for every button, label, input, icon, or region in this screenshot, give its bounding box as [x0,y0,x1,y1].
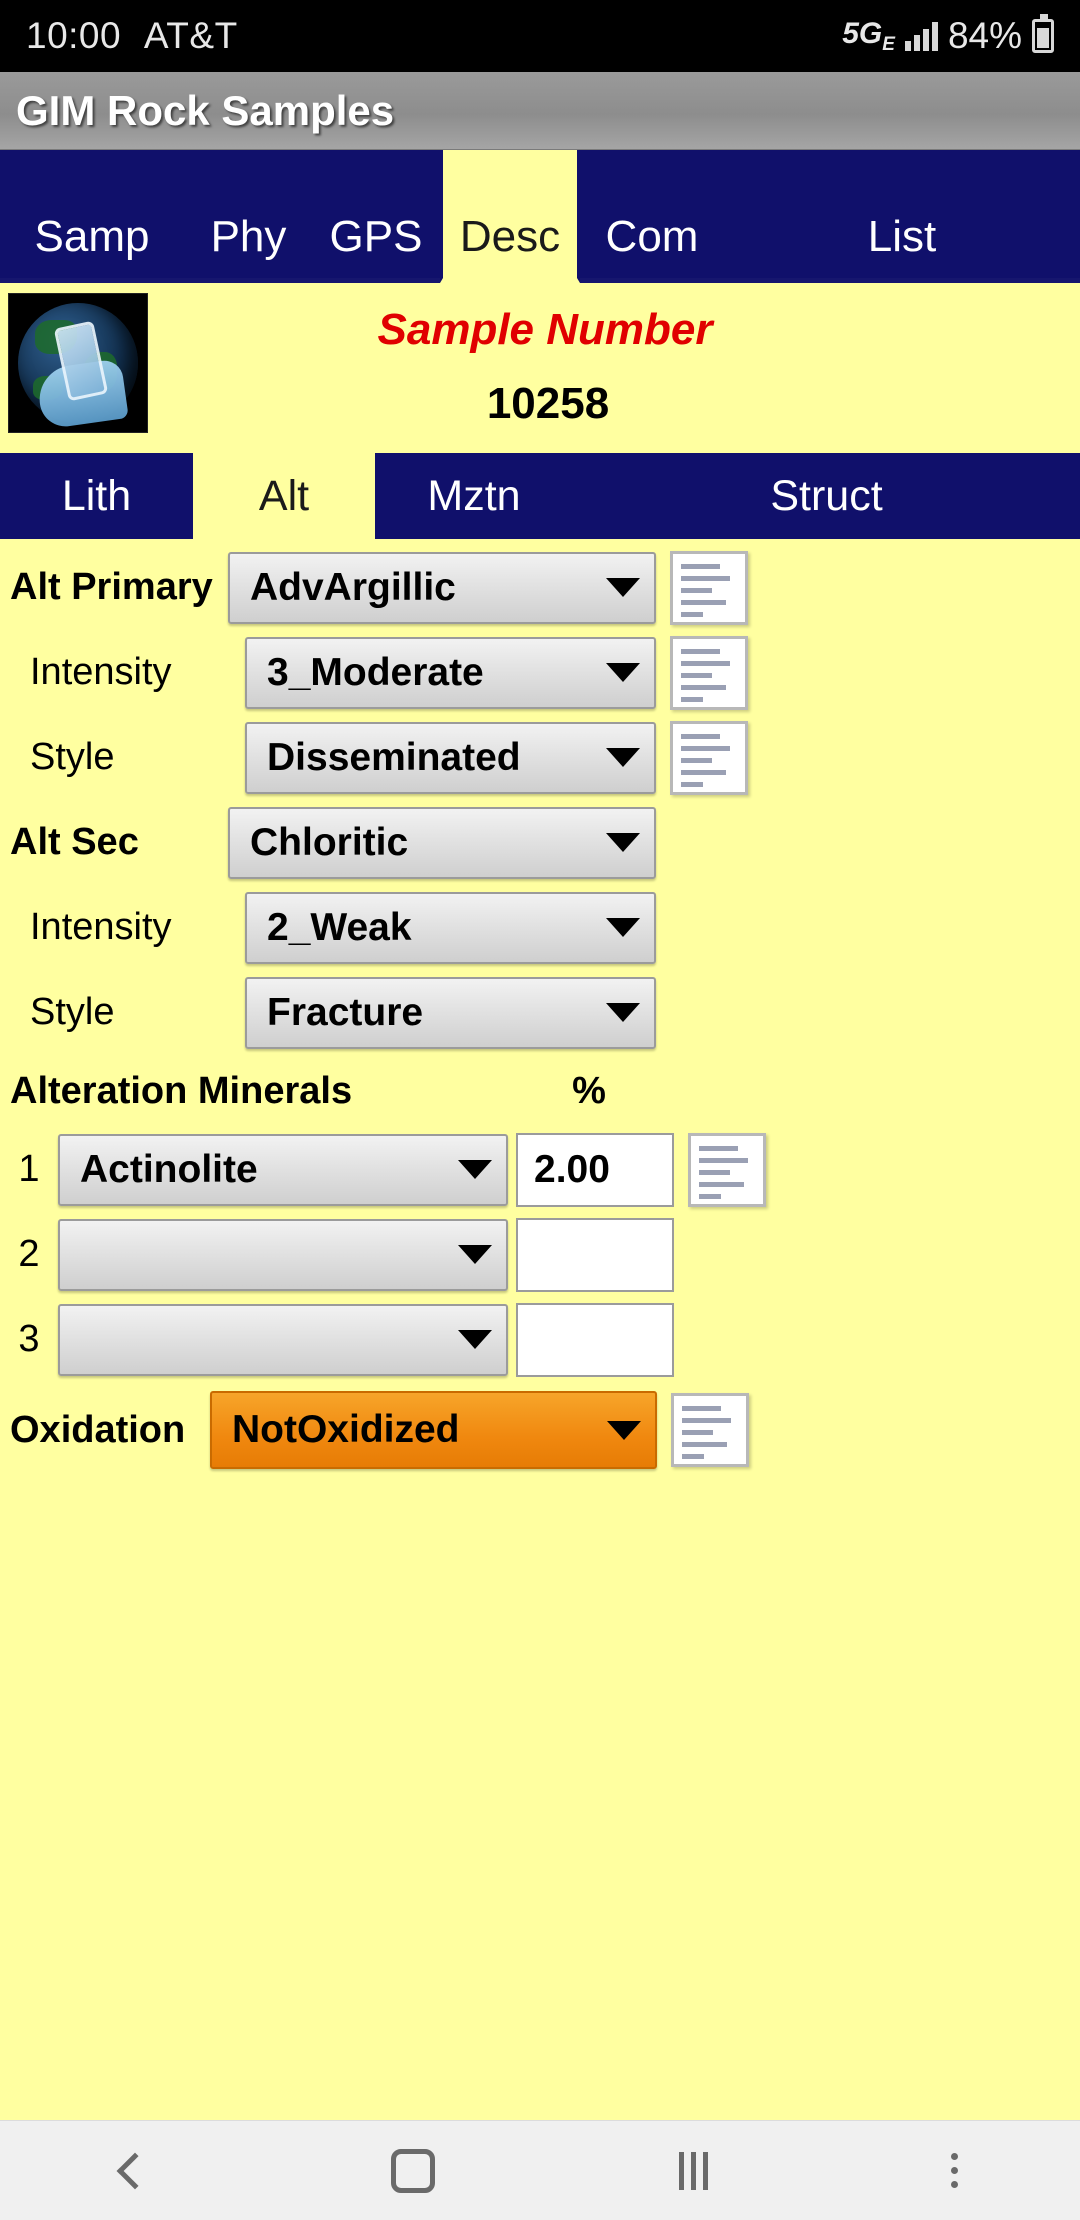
alteration-form [0,539,1080,2120]
select-alt-sec-style[interactable] [245,977,656,1049]
note-icon-alt-primary-intensity[interactable] [670,636,748,710]
mineral-row-1 [0,1127,1080,1212]
value-alt-primary-intensity: 3_Moderate [267,650,484,694]
mineral-percent-2[interactable] [516,1218,674,1292]
select-mineral-3[interactable] [58,1304,508,1376]
value-alt-primary: AdvArgillic [250,565,456,609]
select-alt-sec-intensity[interactable] [245,892,656,964]
status-bar [0,0,1080,72]
status-right-group [842,15,1054,57]
chevron-down-icon [607,1421,641,1440]
battery-icon [1032,19,1054,53]
network-type-icon: $5G_E$ [842,16,895,55]
note-icon-mineral-1[interactable] [688,1133,766,1207]
chevron-down-icon [458,1160,492,1179]
sample-header [0,283,1080,453]
chevron-down-icon [606,578,640,597]
mineral-index-2: 2 [18,1233,40,1275]
subtab-alt[interactable]: Alt [193,453,375,539]
chevron-down-icon [458,1245,492,1264]
app-title-bar [0,72,1080,150]
subtab-struct[interactable]: Struct [573,453,1080,539]
mineral-percent-3[interactable] [516,1303,674,1377]
main-tab-bar [0,150,1080,283]
tab-desc[interactable]: Desc [440,150,580,283]
label-oxidation: Oxidation [10,1408,186,1451]
subtab-mztn[interactable]: Mztn [375,453,573,539]
chevron-down-icon [606,1003,640,1022]
sample-number-label: Sample Number [377,305,713,354]
label-alt-primary: Alt Primary [10,566,213,608]
select-alt-primary-style[interactable] [245,722,656,794]
chevron-down-icon [606,918,640,937]
value-alt-sec-style: Fracture [267,990,424,1034]
select-mineral-1[interactable] [58,1134,508,1206]
row-alt-sec-style [0,970,1080,1055]
status-carrier: AT&T [143,15,238,56]
label-percent: % [572,1069,606,1112]
select-alt-sec[interactable] [228,807,656,879]
signal-bars-icon [905,21,938,51]
chevron-down-icon [606,663,640,682]
tab-list[interactable]: List [725,150,1080,278]
label-alt-primary-intensity: Intensity [30,651,172,693]
value-oxidation: NotOxidized [232,1408,460,1451]
mineral-index-3: 3 [18,1318,40,1360]
chevron-down-icon [458,1330,492,1349]
subtab-lith[interactable]: Lith [0,453,193,539]
battery-percent: 84% [947,15,1022,56]
row-alt-primary [0,545,1080,630]
note-icon-alt-primary[interactable] [670,551,748,625]
note-icon-alt-primary-style[interactable] [670,721,748,795]
label-alt-sec-style: Style [30,991,115,1033]
value-alt-sec: Chloritic [250,820,409,864]
chevron-down-icon [606,833,640,852]
home-icon[interactable] [391,2149,435,2193]
row-oxidation [0,1382,1080,1478]
row-alt-sec-intensity [0,885,1080,970]
mineral-index-1: 1 [18,1148,40,1190]
recents-icon[interactable] [679,2152,708,2190]
value-alt-primary-style: Disseminated [267,735,521,779]
sub-tab-bar [0,453,1080,539]
sample-number-value: 10258 [486,379,610,428]
mineral-row-3 [0,1297,1080,1382]
system-nav-bar [0,2120,1080,2220]
back-icon[interactable] [122,2158,148,2184]
select-oxidation[interactable] [210,1391,657,1469]
row-alt-sec [0,800,1080,885]
tab-com[interactable]: Com [580,150,725,278]
label-alteration-minerals: Alteration Minerals [10,1069,353,1112]
value-alt-sec-intensity: 2_Weak [267,905,412,949]
select-mineral-2[interactable] [58,1219,508,1291]
status-time: 10:00 [26,15,122,56]
tab-gps[interactable]: GPS [313,150,440,278]
page-title: GIM Rock Samples [16,86,395,134]
chevron-down-icon [606,748,640,767]
tab-phy[interactable]: Phy [185,150,313,278]
mineral-percent-1[interactable]: 2.00 [516,1133,674,1207]
label-alt-sec: Alt Sec [10,821,139,863]
row-alt-primary-intensity [0,630,1080,715]
tab-samp[interactable]: Samp [0,150,185,278]
select-alt-primary-intensity[interactable] [245,637,656,709]
mineral-row-2 [0,1212,1080,1297]
label-alt-primary-style: Style [30,736,115,778]
value-mineral-1: Actinolite [80,1147,258,1191]
row-alt-primary-style [0,715,1080,800]
note-icon-oxidation[interactable] [671,1393,749,1467]
status-time-carrier [26,15,238,57]
kebab-menu-icon[interactable] [951,2153,958,2188]
select-alt-primary[interactable] [228,552,656,624]
minerals-header [0,1055,1080,1127]
label-alt-sec-intensity: Intensity [30,906,172,948]
